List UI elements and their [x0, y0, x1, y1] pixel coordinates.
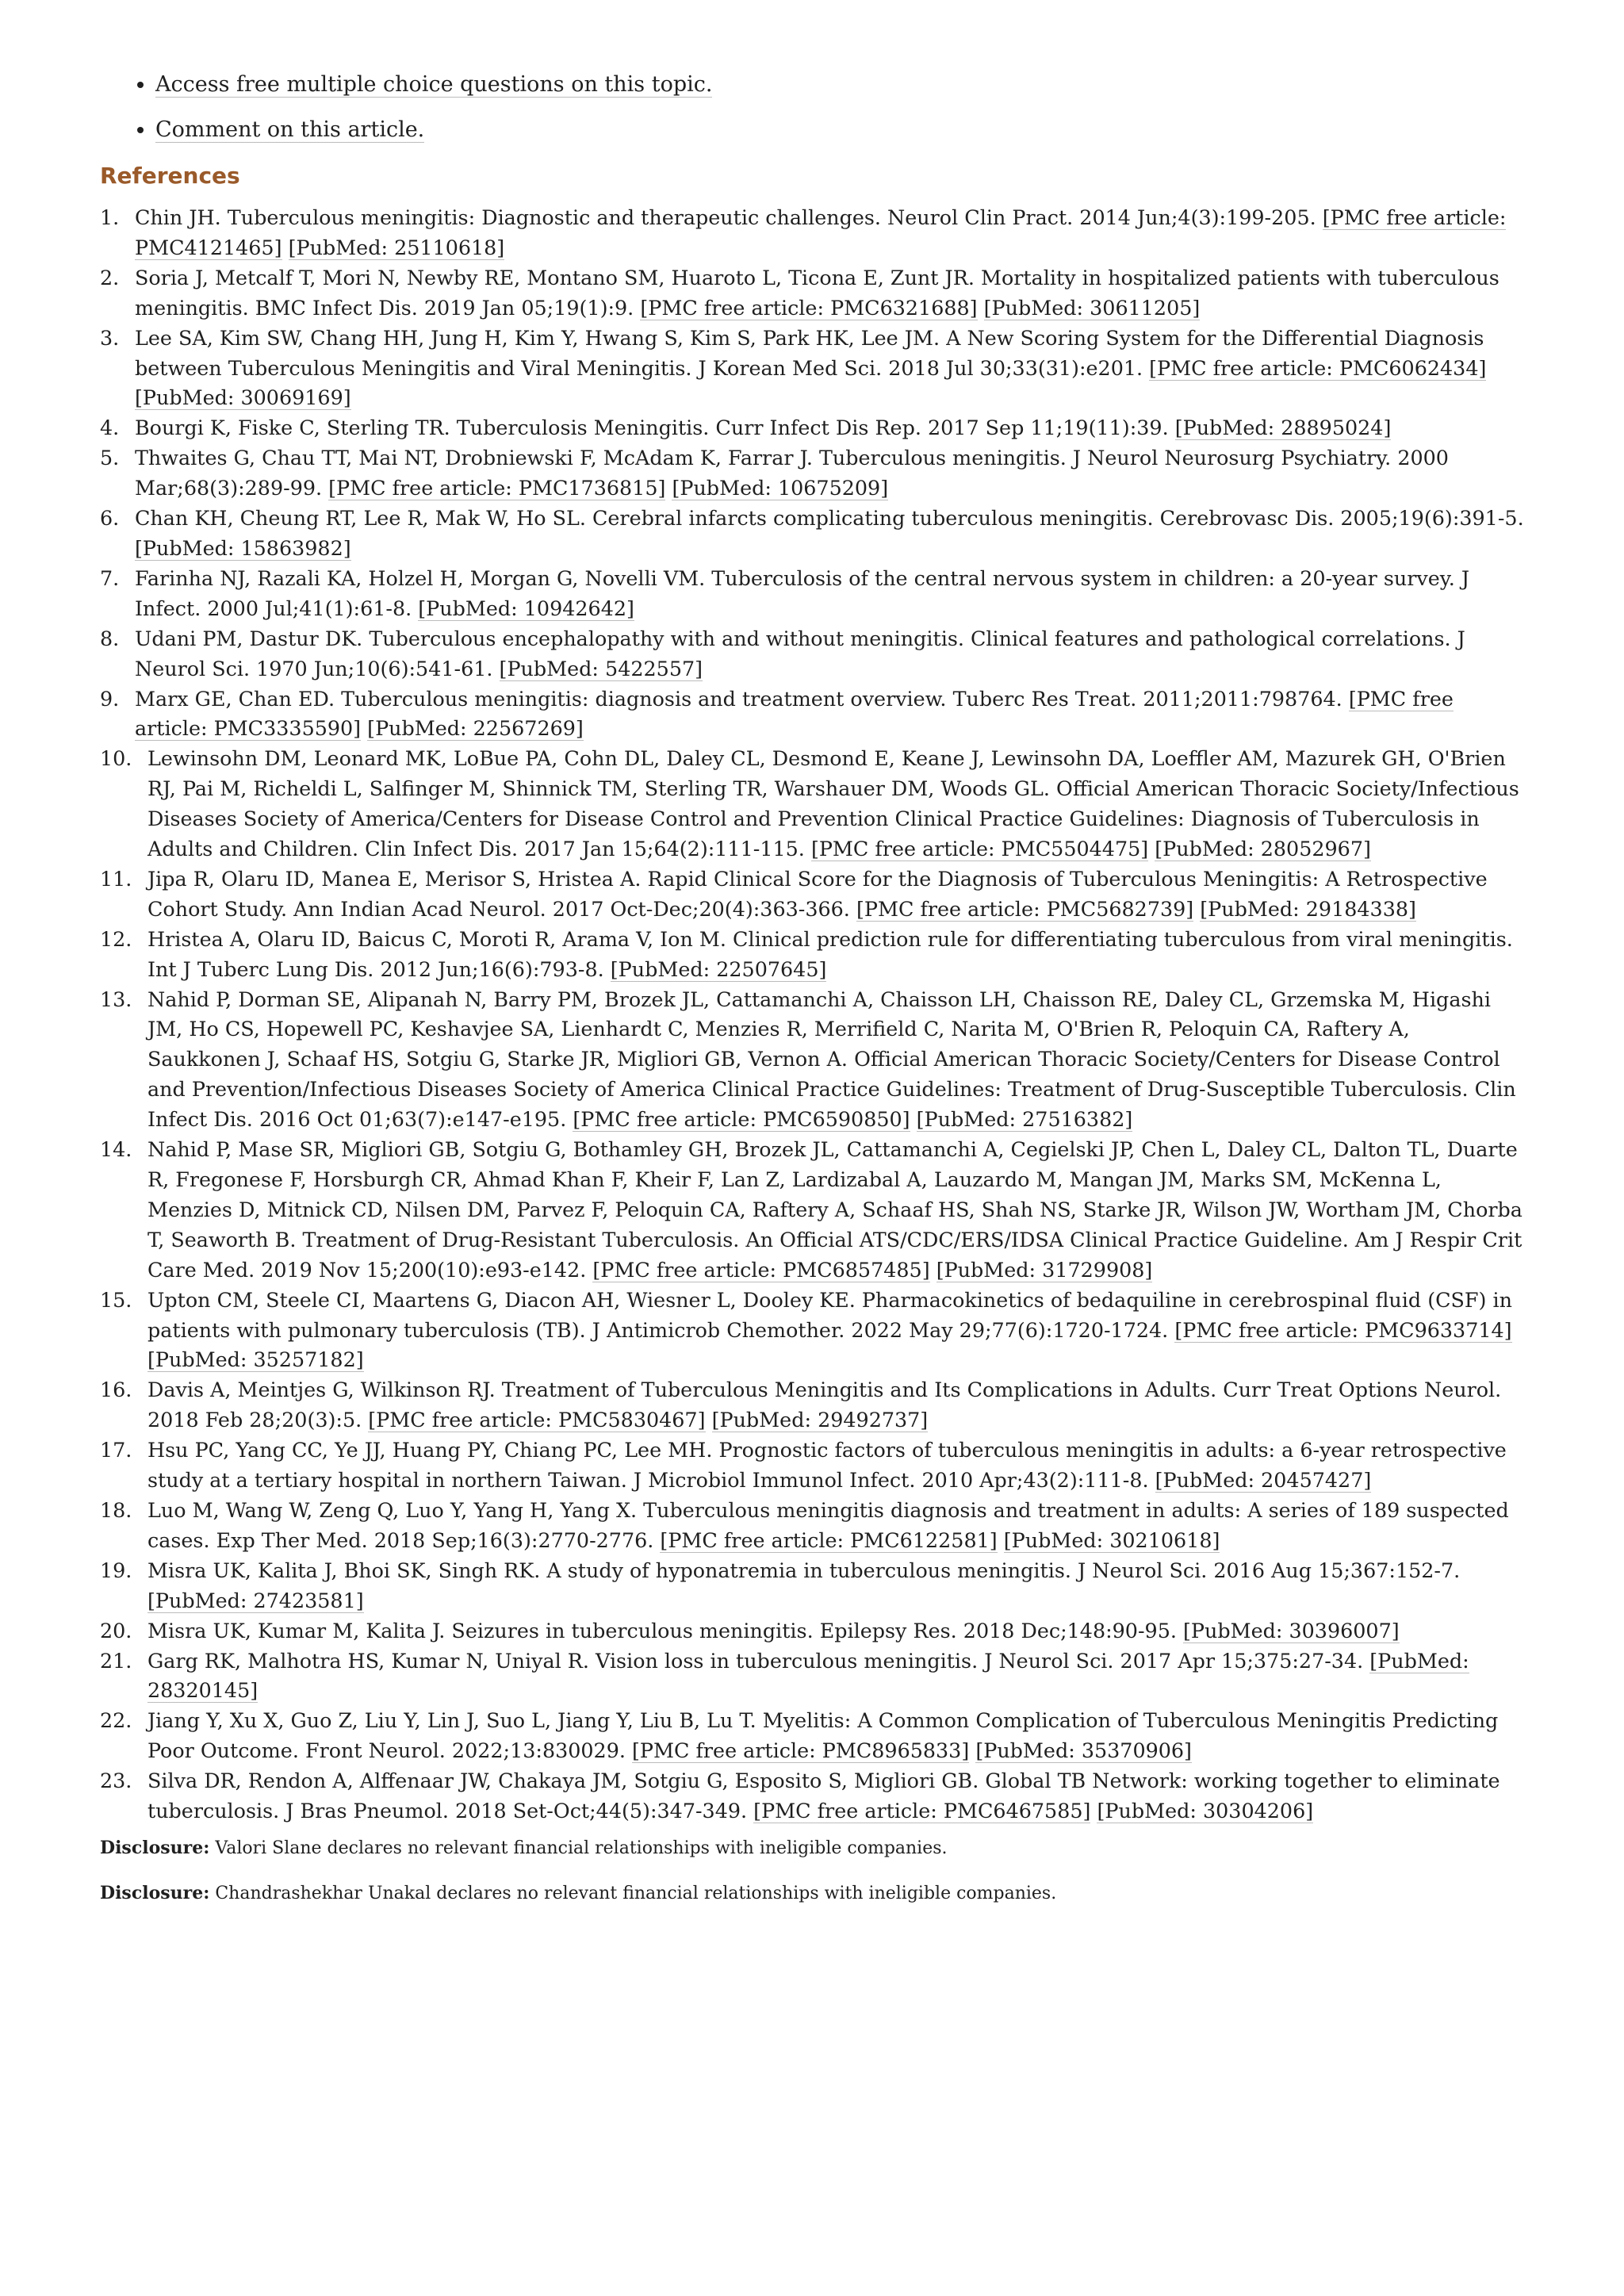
reference-number: 18. [100, 1497, 132, 1522]
list-item [155, 115, 1527, 145]
reference-item [100, 1616, 1527, 1646]
pubmed-link[interactable]: [PubMed: 28895024] [1174, 416, 1392, 440]
reference-item [100, 1646, 1527, 1707]
reference-item [100, 1706, 1527, 1766]
pmc-article-link[interactable]: [PMC free article: PMC5682739] [856, 896, 1194, 921]
disclosure-text: Valori Slane declares no relevant financial relationships with ineligible companies. [209, 1838, 948, 1858]
reference-item [100, 1766, 1527, 1826]
pubmed-link[interactable]: [PubMed: 10675209] [672, 476, 889, 500]
pubmed-link[interactable]: [PubMed: 10942642] [418, 596, 634, 620]
reference-item [100, 443, 1527, 504]
reference-number: 23. [100, 1769, 132, 1793]
reference-citation: Marx GE, Chan ED. Tuberculous meningitis: diagnosis and treatment overview. Tuberc Res Treat. 2011;2011:798764. [135, 686, 1349, 711]
reference-number: 12. [100, 926, 132, 951]
references-heading: References [100, 163, 240, 189]
reference-item [100, 925, 1527, 985]
reference-number: 6. [100, 506, 120, 531]
reference-citation: Luo M, Wang W, Zeng Q, Luo Y, Yang H, Yang X. Tuberculous meningitis diagnosis and treatment in adults: A series of 189 suspected cases. Exp Ther Med. 2018 Sep;16(3):2770-2776. [147, 1497, 1509, 1552]
pubmed-link[interactable]: [PubMed: 22507645] [610, 956, 827, 981]
reference-citation: Udani PM, Dastur DK. Tuberculous encephalopathy with and without meningitis. Clinical features and pathological correlations. J Neurol Sci. 1970 Jun;10(6):541-61. [135, 626, 1465, 680]
reference-citation: Misra UK, Kalita J, Bhoi SK, Singh RK. A study of hyponatremia in tuberculous meningitis. J Neurol Sci. 2016 Aug 15;367:152-7. [147, 1558, 1461, 1582]
pubmed-link[interactable]: [PubMed: 27423581] [147, 1588, 364, 1612]
pmc-article-link[interactable]: [PMC free article: PMC6062434] [1149, 355, 1487, 380]
reference-citation: Hsu PC, Yang CC, Ye JJ, Huang PY, Chiang PC, Lee MH. Prognostic factors of tuberculous meningitis in adults: a 6-year retrospective study at a tertiary hospital in northern Taiwan. J Microbiol Immunol Infect. 2010 Apr;43(2):111-8. [147, 1438, 1507, 1493]
pubmed-link[interactable]: [PubMed: 27516382] [916, 1107, 1133, 1132]
reference-citation: Jiang Y, Xu X, Guo Z, Liu Y, Lin J, Suo L, Jiang Y, Liu B, Lu T. Myelitis: A Common Complication of Tuberculous Meningitis Predicting Poor Outcome. Front Neurol. 2022;13:830029. [147, 1708, 1499, 1763]
reference-number: 2. [100, 265, 120, 289]
reference-number: 10. [100, 746, 132, 771]
pubmed-link[interactable]: [PubMed: 35257182] [147, 1347, 364, 1372]
reference-item [100, 1375, 1527, 1435]
pubmed-link[interactable]: [PubMed: 25110618] [288, 235, 505, 259]
reference-number: 17. [100, 1438, 132, 1462]
reference-item [100, 744, 1527, 864]
disclosures [100, 1836, 1527, 1906]
reference-citation: Farinha NJ, Razali KA, Holzel H, Morgan G, Novelli VM. Tuberculosis of the central nervous system in children: a 20-year survey. J Infect. 2000 Jul;41(1):61-8. [135, 565, 1470, 620]
reference-citation: Thwaites G, Chau TT, Mai NT, Drobniewski F, McAdam K, Farrar J. Tuberculous meningitis. J Neurol Neurosurg Psychiatry. 2000 Mar;68(3):289-99. [135, 446, 1449, 500]
pmc-article-link[interactable]: [PMC free article: PMC6590850] [573, 1107, 910, 1132]
reference-item [100, 203, 1527, 263]
disclosure-1 [100, 1836, 1527, 1861]
pmc-article-link[interactable]: [PMC free article: PMC6857485] [592, 1257, 930, 1282]
disclosure-label: Disclosure: [100, 1882, 210, 1903]
reference-number: 5. [100, 446, 120, 470]
pubmed-link[interactable]: [PubMed: 28320145] [147, 1648, 1469, 1703]
reference-number: 1. [100, 205, 120, 229]
reference-citation: Hristea A, Olaru ID, Baicus C, Moroti R, Arama V, Ion M. Clinical prediction rule for differentiating tuberculous from viral meningitis. Int J Tuberc Lung Dis. 2012 Jun;16(6):793-8. [147, 926, 1513, 981]
pubmed-link[interactable]: [PubMed: 15863982] [135, 535, 351, 560]
reference-number: 9. [100, 686, 120, 711]
reference-number: 3. [100, 325, 120, 350]
reference-number: 19. [100, 1558, 132, 1582]
reference-item [100, 624, 1527, 684]
article-page [100, 70, 1527, 1926]
reference-item [100, 263, 1527, 324]
reference-citation: Garg RK, Malhotra HS, Kumar N, Uniyal R. Vision loss in tuberculous meningitis. J Neurol Sci. 2017 Apr 15;375:27-34. [147, 1648, 1370, 1673]
reference-citation: Jipa R, Olaru ID, Manea E, Merisor S, Hristea A. Rapid Clinical Score for the Diagnosis of Tuberculous Meningitis: A Retrospective Cohort Study. Ann Indian Acad Neurol. 2017 Oct-Dec;20(4):363-366. [147, 866, 1488, 921]
reference-number: 8. [100, 626, 120, 650]
reference-citation: Misra UK, Kumar M, Kalita J. Seizures in tuberculous meningitis. Epilepsy Res. 2018 Dec;148:90-95. [147, 1618, 1183, 1642]
pmc-article-link[interactable]: [PMC free article: PMC6321688] [640, 295, 978, 320]
pubmed-link[interactable]: [PubMed: 22567269] [367, 716, 584, 741]
pubmed-link[interactable]: [PubMed: 30069169] [135, 385, 351, 410]
disclosure-2 [100, 1881, 1527, 1906]
reference-number: 20. [100, 1618, 132, 1642]
reference-item [100, 1556, 1527, 1616]
reference-number: 11. [100, 866, 132, 891]
pmc-article-link[interactable]: [PMC free article: PMC8965833] [632, 1738, 970, 1763]
reference-citation: Lewinsohn DM, Leonard MK, LoBue PA, Cohn DL, Daley CL, Desmond E, Keane J, Lewinsohn DA, Loeffler AM, Mazurek GH, O'Brien RJ, Pai M, Richeldi L, Salfinger M, Shinnick TM, Sterling TR, Warshauer DM, Woods GL. Official American Thoracic Society/Infectious Diseases Society of America/Centers for Disease Control and Prevention Clinical Practice Guidelines: Diagnosis of Tuberculosis in Adults and Children. Clin Infect Dis. 2017 Jan 15;64(2):111-115. [147, 746, 1519, 861]
pmc-article-link[interactable]: [PMC free article: PMC6122581] [660, 1527, 998, 1552]
reference-citation: Silva DR, Rendon A, Alffenaar JW, Chakaya JM, Sotgiu G, Esposito S, Migliori GB. Global TB Network: working together to eliminate tuberculosis. J Bras Pneumol. 2018 Set-Oct;44(5):347-349. [147, 1769, 1500, 1823]
reference-item [100, 684, 1527, 745]
reference-item [100, 1496, 1527, 1556]
pubmed-link[interactable]: [PubMed: 30304206] [1097, 1799, 1314, 1823]
reference-number: 7. [100, 565, 120, 590]
reference-citation: Chin JH. Tuberculous meningitis: Diagnostic and therapeutic challenges. Neurol Clin Pract. 2014 Jun;4(3):199-205. [135, 205, 1323, 229]
reference-item [100, 504, 1527, 564]
comment-link[interactable]: Comment on this article. [155, 117, 425, 142]
reference-citation: Lee SA, Kim SW, Chang HH, Jung H, Kim Y, Hwang S, Kim S, Park HK, Lee JM. A New Scoring System for the Differential Diagnosis between Tuberculous Meningitis and Viral Meningitis. J Korean Med Sci. 2018 Jul 30;33(31):e201. [135, 325, 1484, 380]
pmc-article-link[interactable]: [PMC free article: PMC9633714] [1174, 1317, 1512, 1342]
reference-citation: Upton CM, Steele CI, Maartens G, Diacon AH, Wiesner L, Dooley KE. Pharmacokinetics of bedaquiline in cerebrospinal fluid (CSF) in patients with pulmonary tuberculosis (TB). J Antimicrob Chemother. 2022 May 29;77(6):1720-1724. [147, 1287, 1512, 1342]
disclosure-text: Chandrashekhar Unakal declares no relevant financial relationships with ineligible companies. [209, 1883, 1057, 1903]
reference-item [100, 1135, 1527, 1286]
reference-item [100, 1286, 1527, 1376]
pubmed-link[interactable]: [PubMed: 28052967] [1155, 837, 1371, 861]
reference-item [100, 413, 1527, 443]
reference-citation: Soria J, Metcalf T, Mori N, Newby RE, Montano SM, Huaroto L, Ticona E, Zunt JR. Mortality in hospitalized patients with tuberculous meningitis. BMC Infect Dis. 2019 Jan 05;19(1):9. [135, 265, 1500, 320]
pubmed-link[interactable]: [PubMed: 29492737] [711, 1408, 929, 1432]
pubmed-link[interactable]: [PubMed: 30611205] [983, 295, 1201, 320]
reference-item [100, 985, 1527, 1136]
reference-item [100, 564, 1527, 624]
reference-citation: Nahid P, Mase SR, Migliori GB, Sotgiu G, Bothamley GH, Brozek JL, Cattamanchi A, Cegielski JP, Chen L, Daley CL, Dalton TL, Duarte R, Fregonese F, Horsburgh CR, Ahmad Khan F, Kheir F, Lan Z, Lardizabal A, Lauzardo M, Mangan JM, Marks SM, McKenna L, Menzies D, Mitnick CD, Nilsen DM, Parvez F, Peloquin CA, Raftery A, Schaaf HS, Shah NS, Starke JR, Wilson JW, Wortham JM, Chorba T, Seaworth B. Treatment of Drug-Resistant Tuberculosis. An Official ATS/CDC/ERS/IDSA Clinical Practice Guideline. Am J Respir Crit Care Med. 2019 Nov 15;200(10):e93-e142. [147, 1137, 1522, 1282]
mcq-link[interactable]: Access free multiple choice questions on this topic. [155, 72, 713, 97]
reference-item [100, 324, 1527, 414]
pubmed-link[interactable]: [PubMed: 35370906] [975, 1738, 1192, 1763]
reference-number: 16. [100, 1378, 132, 1402]
reference-citation: Davis A, Meintjes G, Wilkinson RJ. Treatment of Tuberculous Meningitis and Its Complications in Adults. Curr Treat Options Neurol. 2018 Feb 28;20(3):5. [147, 1378, 1502, 1432]
reference-item [100, 864, 1527, 925]
pmc-article-link[interactable]: [PMC free article: PMC4121465] [135, 205, 1507, 259]
reference-item [100, 1435, 1527, 1496]
pmc-article-link[interactable]: [PMC free article: PMC6467585] [753, 1799, 1091, 1823]
reference-citation: Nahid P, Dorman SE, Alipanah N, Barry PM, Brozek JL, Cattamanchi A, Chaisson LH, Chaisson RE, Daley CL, Grzemska M, Higashi JM, Ho CS, Hopewell PC, Keshavjee SA, Lienhardt C, Menzies R, Merrifield C, Narita M, O'Brien R, Peloquin CA, Raftery A, Saukkonen J, Schaaf HS, Sotgiu G, Starke JR, Migliori GB, Vernon A. Official American Thoracic Society/Centers for Disease Control and Prevention/Infectious Diseases Society of America Clinical Practice Guidelines: Treatment of Drug-Susceptible Tuberculosis. Clin Infect Dis. 2016 Oct 01;63(7):e147-e195. [147, 987, 1516, 1132]
pmc-article-link[interactable]: [PMC free article: PMC5504475] [810, 837, 1149, 861]
pubmed-link[interactable]: [PubMed: 5422557] [499, 656, 703, 680]
reference-citation: Chan KH, Cheung RT, Lee R, Mak W, Ho SL. Cerebral infarcts complicating tuberculous meningitis. Cerebrovasc Dis. 2005;19(6):391-5. [135, 506, 1524, 531]
reference-number: 14. [100, 1137, 132, 1162]
reference-number: 15. [100, 1287, 132, 1312]
reference-number: 4. [100, 416, 120, 440]
pmc-article-link[interactable]: [PMC free article: PMC1736815] [328, 476, 666, 500]
article-actions-list [100, 70, 1527, 145]
pubmed-link[interactable]: [PubMed: 20457427] [1155, 1468, 1372, 1493]
pubmed-link[interactable]: [PubMed: 30396007] [1183, 1618, 1400, 1642]
pubmed-link[interactable]: [PubMed: 31729908] [936, 1257, 1153, 1282]
disclosure-label: Disclosure: [100, 1837, 210, 1858]
references-list [100, 203, 1527, 1826]
reference-number: 22. [100, 1708, 132, 1733]
pubmed-link[interactable]: [PubMed: 30210618] [1003, 1527, 1220, 1552]
list-item [155, 70, 1527, 100]
reference-number: 21. [100, 1648, 132, 1673]
pmc-article-link[interactable]: [PMC free article: PMC3335590] [135, 686, 1454, 741]
reference-citation: Bourgi K, Fiske C, Sterling TR. Tuberculosis Meningitis. Curr Infect Dis Rep. 2017 Sep 11;19(11):39. [135, 416, 1175, 440]
reference-number: 13. [100, 987, 132, 1011]
pmc-article-link[interactable]: [PMC free article: PMC5830467] [368, 1408, 706, 1432]
pubmed-link[interactable]: [PubMed: 29184338] [1200, 896, 1416, 921]
